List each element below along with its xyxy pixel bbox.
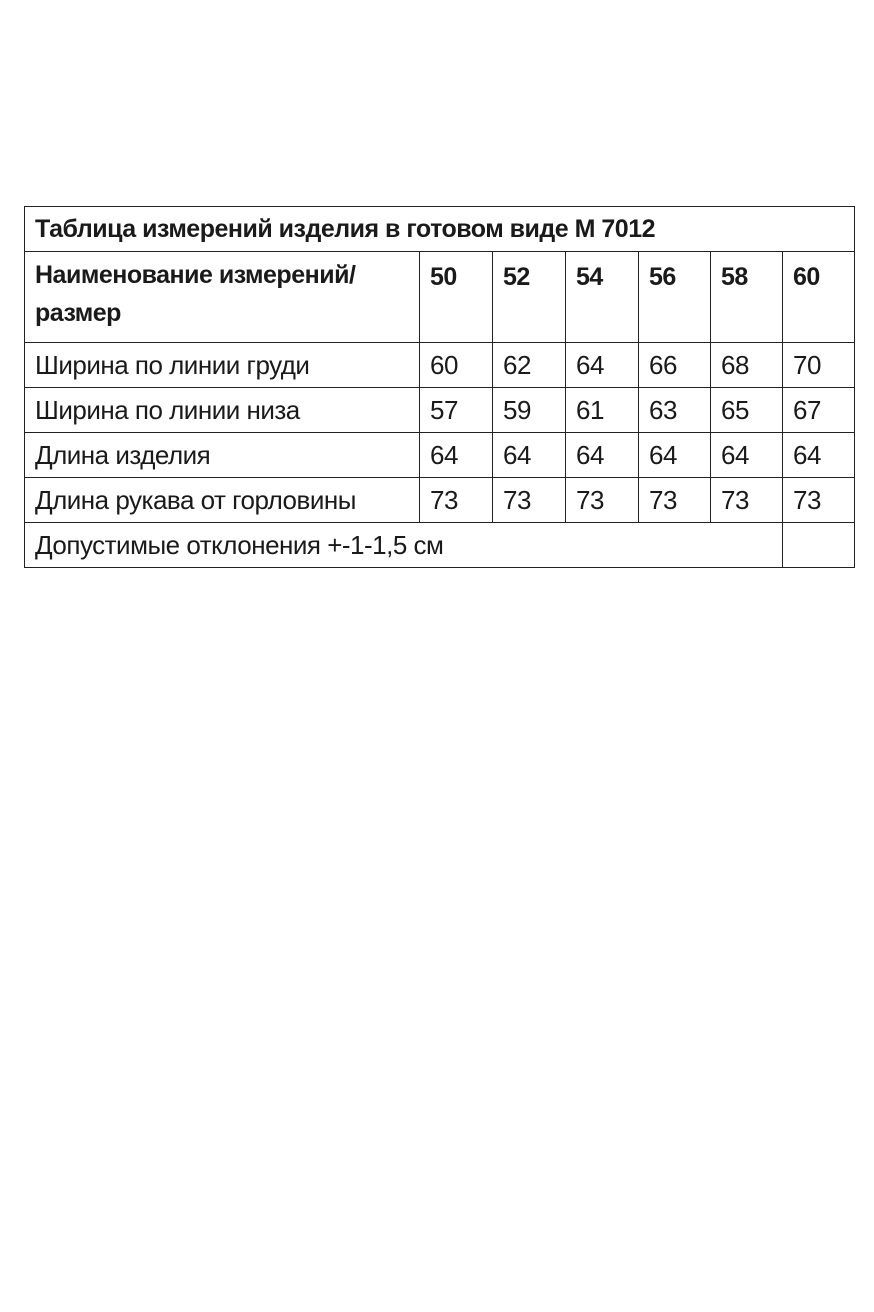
cell-value: 57: [420, 388, 493, 433]
cell-value: 73: [783, 478, 855, 523]
cell-value: 63: [639, 388, 711, 433]
cell-value: 64: [711, 433, 783, 478]
cell-value: 70: [783, 343, 855, 388]
size-header-56: 56: [639, 252, 711, 343]
table-row: [25, 478, 855, 523]
cell-value: 73: [639, 478, 711, 523]
cell-value: 68: [711, 343, 783, 388]
cell-value: 64: [566, 433, 639, 478]
row-label: Длина рукава от горловины: [25, 478, 420, 523]
size-header-60: 60: [783, 252, 855, 343]
cell-value: 73: [711, 478, 783, 523]
title-row: [25, 207, 855, 252]
note-row: [25, 523, 855, 568]
header-label: Наименование измерений/размер: [25, 252, 420, 343]
size-header-52: 52: [493, 252, 566, 343]
measurement-table: [24, 206, 855, 568]
cell-value: 59: [493, 388, 566, 433]
empty-cell: [783, 523, 855, 568]
cell-value: 67: [783, 388, 855, 433]
table-row: [25, 343, 855, 388]
cell-value: 61: [566, 388, 639, 433]
header-row: [25, 252, 855, 343]
cell-value: 64: [493, 433, 566, 478]
tolerance-note: Допустимые отклонения +-1-1,5 см: [25, 523, 783, 568]
row-label: Ширина по линии низа: [25, 388, 420, 433]
cell-value: 64: [783, 433, 855, 478]
cell-value: 73: [420, 478, 493, 523]
size-header-54: 54: [566, 252, 639, 343]
cell-value: 65: [711, 388, 783, 433]
size-header-50: 50: [420, 252, 493, 343]
row-label: Ширина по линии груди: [25, 343, 420, 388]
table-title: Таблица измерений изделия в готовом виде М 7012: [25, 207, 855, 252]
cell-value: 64: [420, 433, 493, 478]
table-row: [25, 388, 855, 433]
cell-value: 64: [639, 433, 711, 478]
table-row: [25, 433, 855, 478]
cell-value: 62: [493, 343, 566, 388]
cell-value: 60: [420, 343, 493, 388]
cell-value: 64: [566, 343, 639, 388]
size-header-58: 58: [711, 252, 783, 343]
row-label: Длина изделия: [25, 433, 420, 478]
cell-value: 66: [639, 343, 711, 388]
cell-value: 73: [566, 478, 639, 523]
cell-value: 73: [493, 478, 566, 523]
